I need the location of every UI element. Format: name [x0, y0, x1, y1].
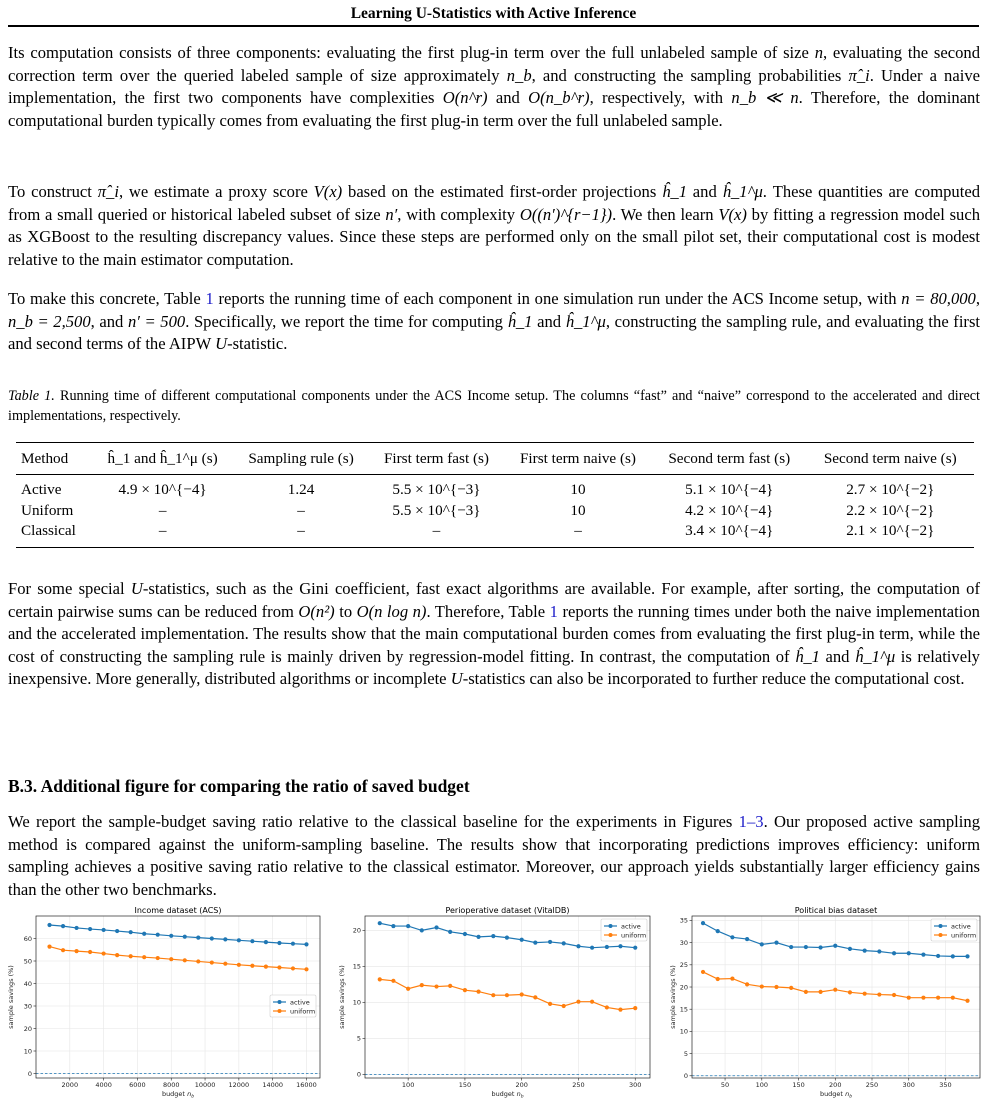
- y-tick-label: 5: [683, 1049, 688, 1058]
- table-row: [16, 521, 974, 547]
- data-point-active: [892, 951, 896, 955]
- data-point-uniform: [88, 950, 92, 954]
- data-point-uniform: [420, 983, 424, 987]
- data-point-uniform: [237, 963, 241, 967]
- data-point-uniform: [129, 954, 133, 958]
- y-tick-label: 0: [27, 1069, 32, 1078]
- table-header-cell: Second term fast (s): [668, 450, 791, 467]
- x-tick-label: 14000: [262, 1081, 284, 1089]
- data-point-active: [304, 942, 308, 946]
- data-point-active: [951, 954, 955, 958]
- data-point-active: [169, 934, 173, 938]
- legend-swatch-marker: [278, 1009, 282, 1013]
- data-point-uniform: [590, 1000, 594, 1004]
- y-tick-label: 20: [23, 1024, 32, 1033]
- data-point-active: [129, 930, 133, 934]
- data-point-active: [877, 949, 881, 953]
- data-point-active: [391, 924, 395, 928]
- data-point-uniform: [951, 996, 955, 1000]
- y-tick-label: 0: [356, 1070, 361, 1079]
- data-point-uniform: [605, 1005, 609, 1009]
- data-point-uniform: [774, 985, 778, 989]
- math-u: U: [450, 669, 463, 689]
- math-nb-ll-n: n_b ≪ n: [731, 88, 799, 108]
- x-tick-label: 300: [902, 1081, 915, 1089]
- x-tick-label: 4000: [95, 1081, 112, 1089]
- data-point-uniform: [74, 949, 78, 953]
- data-point-active: [618, 944, 622, 948]
- legend-label-active: active: [951, 922, 971, 931]
- data-point-active: [74, 926, 78, 930]
- data-point-active: [730, 935, 734, 939]
- data-point-active: [463, 932, 467, 936]
- data-point-active: [237, 938, 241, 942]
- math-pi-hat: π̂_i: [97, 182, 119, 201]
- x-tick-label: 6000: [129, 1081, 146, 1089]
- math-v-x: V(x): [718, 204, 747, 224]
- data-point-uniform: [548, 1002, 552, 1006]
- math-h1-hat: ĥ_1: [662, 182, 687, 201]
- math-complexity-n: O(n^r): [442, 88, 488, 108]
- x-tick-label: 300: [629, 1081, 642, 1089]
- data-point-active: [505, 936, 509, 940]
- x-tick-label: 350: [939, 1081, 952, 1089]
- data-point-active: [61, 924, 65, 928]
- x-tick-label: 12000: [228, 1081, 250, 1089]
- y-tick-label: 60: [23, 934, 32, 943]
- math-complexity-n2: O(n²): [298, 601, 335, 621]
- x-tick-label: 250: [572, 1081, 585, 1089]
- data-point-uniform: [142, 955, 146, 959]
- chart-income-svg: [6, 906, 324, 1104]
- math-v-x: V(x): [313, 182, 343, 201]
- data-point-active: [115, 929, 119, 933]
- data-point-uniform: [476, 990, 480, 994]
- math-n-value: n = 80,000: [901, 289, 976, 308]
- data-point-uniform: [936, 996, 940, 1000]
- table-cell: Uniform: [21, 501, 74, 519]
- data-point-uniform: [730, 976, 734, 980]
- data-point-active: [47, 923, 51, 927]
- y-axis-label: sample savings (%): [669, 965, 677, 1029]
- data-point-uniform: [907, 996, 911, 1000]
- math-h1-hat: ĥ_1: [795, 646, 820, 666]
- paragraph-saving-ratio: We report the sample-budget saving ratio relative to the classical baseline for the experiments in Figures 1–3. Our proposed active sampling method is compared against the uniform-sampling baseline. The results show that incorporating predictions improves efficiency: uniform sampling achieves a positive saving ratio relative to the classical estimator. Moreover, our approach yields substantially larger efficiency gains than the other two benchmarks.: [8, 812, 980, 899]
- table-header-cell: First term naive (s): [519, 450, 636, 467]
- y-tick-label: 25: [679, 961, 688, 970]
- data-point-uniform: [877, 992, 881, 996]
- y-tick-label: 30: [23, 1002, 32, 1011]
- table-row: [16, 475, 974, 501]
- data-point-active: [562, 941, 566, 945]
- table-cell: 10: [570, 481, 586, 498]
- data-point-active: [88, 927, 92, 931]
- math-complexity-nlogn: O(n log n): [356, 601, 427, 621]
- table-cell: –: [158, 522, 167, 539]
- data-point-uniform: [47, 945, 51, 949]
- x-tick-label: 8000: [162, 1081, 180, 1089]
- y-tick-label: 20: [352, 926, 361, 935]
- data-point-uniform: [183, 958, 187, 962]
- series-line-active: [380, 923, 635, 947]
- x-tick-label: 150: [458, 1081, 472, 1089]
- data-point-active: [277, 941, 281, 945]
- data-point-uniform: [701, 970, 705, 974]
- y-tick-label: 20: [679, 983, 688, 992]
- math-h1-mu-hat: ĥ_1^μ: [565, 311, 606, 331]
- y-tick-label: 10: [23, 1047, 32, 1056]
- data-point-uniform: [434, 984, 438, 988]
- data-point-uniform: [463, 988, 467, 992]
- table-row: [16, 501, 974, 522]
- table-cell: –: [297, 501, 305, 519]
- data-point-active: [378, 921, 382, 925]
- y-tick-label: 50: [23, 957, 32, 966]
- x-tick-label: 100: [755, 1081, 769, 1089]
- data-point-uniform: [391, 979, 395, 983]
- data-point-uniform: [921, 996, 925, 1000]
- running-header: Learning U-Statistics with Active Inference: [350, 5, 637, 22]
- table-cell: –: [297, 522, 305, 539]
- math-n-prime-value: n′ = 500: [127, 311, 186, 331]
- data-point-active: [863, 949, 867, 953]
- data-point-active: [590, 946, 594, 950]
- paragraph-computation-components: Its computation consists of three components: evaluating the first plug-in term over the full unlabeled sample of size n, evaluating the second correction term over the queried labeled sample of size approximately n_b, and constructing the sampling probabilities π̂_i. Under a naive implementation, the first two components have complexities O(n^r) and O(n_b^r), respectively, with n_b ≪ n. Therefore, the dominant computational burden typically comes from evaluating the first plug-in term over the full unlabeled sample.: [8, 43, 980, 130]
- x-tick-label: 150: [792, 1081, 805, 1089]
- legend-label-uniform: uniform: [290, 1007, 316, 1016]
- data-point-active: [434, 925, 438, 929]
- table-cell: 10: [570, 501, 586, 519]
- table-cell: 3.4 × 10^{−4}: [685, 522, 774, 539]
- data-point-uniform: [818, 990, 822, 994]
- data-point-active: [818, 945, 822, 949]
- table-caption: [8, 387, 980, 426]
- data-point-uniform: [520, 992, 524, 996]
- table-cell: 5.1 × 10^{−4}: [685, 481, 774, 498]
- data-point-active: [936, 954, 940, 958]
- data-point-active: [420, 928, 424, 932]
- table-header-cell: First term fast (s): [383, 450, 489, 467]
- data-point-uniform: [448, 984, 452, 988]
- paragraph-proxy-score: To construct π̂_i, we estimate a proxy score V(x) based on the estimated first-order projections ĥ_1 and ĥ_1^μ. These quantities are computed from a small queried or historical labeled subset of size n′, with complexity O((n′)^{r−1}). We then learn V(x) by fitting a regression model such as XGBoost to the resulting discrepancy values. Since these steps are performed only on the small pilot set, their computational cost is modest relative to the main estimator computation.: [8, 182, 980, 269]
- data-point-active: [250, 939, 254, 943]
- data-point-uniform: [848, 990, 852, 994]
- data-point-uniform: [716, 977, 720, 981]
- math-complexity-n-prime: O((n′)^{r−1}): [519, 204, 613, 224]
- series-line-uniform: [50, 947, 307, 970]
- math-pi-hat: π̂_i: [848, 65, 870, 85]
- data-point-active: [102, 928, 106, 932]
- data-point-active: [633, 946, 637, 950]
- y-tick-label: 15: [352, 962, 361, 971]
- math-u: U: [130, 579, 143, 598]
- y-tick-label: 10: [352, 998, 361, 1007]
- data-point-uniform: [833, 988, 837, 992]
- math-h1-mu-hat: ĥ_1^μ: [854, 646, 896, 666]
- data-point-uniform: [633, 1006, 637, 1010]
- data-point-active: [605, 945, 609, 949]
- data-point-active: [196, 936, 200, 940]
- table-cell: 4.9 × 10^{−4}: [118, 481, 207, 498]
- x-axis-label: budget $n_b$: [819, 1090, 853, 1100]
- legend-swatch-marker: [609, 933, 613, 937]
- data-point-active: [183, 935, 187, 939]
- data-point-active: [760, 942, 764, 946]
- table-header-cell: ĥ_1 and ĥ_1^μ (s): [107, 450, 218, 467]
- data-point-uniform: [562, 1004, 566, 1008]
- data-point-uniform: [61, 948, 65, 952]
- table-cell: 2.1 × 10^{−2}: [846, 522, 935, 539]
- y-tick-label: 30: [679, 938, 688, 947]
- data-point-uniform: [863, 992, 867, 996]
- table-cell: Classical: [21, 522, 76, 539]
- data-point-uniform: [223, 962, 227, 966]
- legend-swatch-marker: [939, 933, 943, 937]
- y-tick-label: 35: [679, 916, 688, 925]
- data-point-uniform: [378, 977, 382, 981]
- table-caption-label: Table 1.: [8, 388, 55, 404]
- x-tick-label: 16000: [296, 1081, 317, 1089]
- math-h1-mu-hat: ĥ_1^μ: [722, 182, 763, 201]
- x-tick-label: 10000: [194, 1081, 216, 1089]
- data-point-uniform: [505, 993, 509, 997]
- x-axis-label: budget $n_b$: [491, 1090, 524, 1100]
- data-point-uniform: [804, 990, 808, 994]
- data-point-uniform: [533, 995, 537, 999]
- data-point-uniform: [196, 959, 200, 963]
- table-cell: –: [432, 522, 441, 539]
- data-point-active: [264, 940, 268, 944]
- data-point-active: [745, 937, 749, 941]
- math-h1-hat: ĥ_1: [507, 311, 533, 331]
- data-point-uniform: [745, 982, 749, 986]
- data-point-uniform: [277, 965, 281, 969]
- data-point-active: [965, 954, 969, 958]
- data-point-active: [848, 947, 852, 951]
- legend-label-uniform: uniform: [621, 931, 647, 940]
- data-point-active: [520, 938, 524, 942]
- data-point-uniform: [156, 956, 160, 960]
- table-header-cell: Second term naive (s): [823, 450, 957, 467]
- math-complexity-nb: O(n_b^r): [528, 88, 590, 108]
- running-time-table: [16, 442, 974, 548]
- table-header-row: [16, 443, 974, 475]
- table-header-cell: Sampling rule (s): [248, 450, 354, 467]
- data-point-active: [774, 941, 778, 945]
- table-reference-link[interactable]: 1: [205, 289, 214, 308]
- figure-perioperative-chart: [337, 906, 655, 1104]
- data-point-active: [833, 944, 837, 948]
- data-point-active: [406, 924, 410, 928]
- data-point-active: [156, 933, 160, 937]
- legend-label-active: active: [621, 922, 641, 931]
- data-point-active: [476, 935, 480, 939]
- y-tick-label: 10: [679, 1027, 688, 1036]
- data-point-active: [716, 929, 720, 933]
- data-point-active: [789, 945, 793, 949]
- math-u: U: [215, 334, 228, 354]
- data-point-uniform: [102, 951, 106, 955]
- data-point-active: [142, 932, 146, 936]
- data-point-active: [701, 921, 705, 925]
- figure-political-bias-chart: [668, 906, 986, 1104]
- data-point-active: [448, 930, 452, 934]
- legend-swatch-marker: [939, 924, 943, 928]
- table-cell: –: [574, 522, 582, 539]
- x-tick-label: 200: [829, 1081, 842, 1089]
- table-cell: 2.7 × 10^{−2}: [846, 481, 935, 498]
- data-point-uniform: [264, 965, 268, 969]
- data-point-uniform: [210, 960, 214, 964]
- data-point-active: [548, 940, 552, 944]
- legend-swatch-marker: [278, 1000, 282, 1004]
- data-point-uniform: [406, 987, 410, 991]
- data-point-uniform: [291, 966, 295, 970]
- data-point-uniform: [789, 986, 793, 990]
- data-point-active: [223, 937, 227, 941]
- data-point-active: [804, 945, 808, 949]
- chart-title: Perioperative dataset (VitalDB): [445, 906, 570, 915]
- legend-swatch-marker: [609, 924, 613, 928]
- data-point-uniform: [618, 1008, 622, 1012]
- table-cell: –: [158, 501, 167, 519]
- figure-reference-link[interactable]: 1–3: [738, 812, 764, 831]
- data-point-active: [491, 934, 495, 938]
- x-tick-label: 100: [401, 1081, 415, 1089]
- y-tick-label: 0: [683, 1072, 688, 1081]
- x-tick-label: 250: [865, 1081, 879, 1089]
- x-axis-label: budget $n_b$: [161, 1090, 195, 1100]
- header-rule: [8, 25, 979, 27]
- math-n: n: [814, 43, 823, 62]
- y-tick-label: 40: [23, 979, 32, 988]
- y-tick-label: 15: [679, 1005, 688, 1014]
- data-point-uniform: [169, 957, 173, 961]
- data-point-uniform: [491, 993, 495, 997]
- table-cell: Active: [21, 481, 62, 498]
- data-point-uniform: [304, 967, 308, 971]
- table-cell: 5.5 × 10^{−3}: [392, 481, 481, 498]
- math-nb-value: n_b = 2,500: [8, 311, 91, 331]
- y-axis-label: sample savings (%): [7, 965, 15, 1029]
- math-n-prime: n′: [385, 204, 398, 224]
- data-point-active: [907, 951, 911, 955]
- legend-label-active: active: [290, 998, 310, 1007]
- data-point-active: [533, 941, 537, 945]
- data-point-active: [291, 942, 295, 946]
- x-tick-label: 200: [515, 1081, 528, 1089]
- x-tick-label: 50: [720, 1081, 730, 1089]
- table-cell: 4.2 × 10^{−4}: [685, 501, 774, 519]
- paragraph-running-time: To make this concrete, Table 1 reports the running time of each component in one simulation run under the ACS Income setup, with n = 80,000, n_b = 2,500, and n′ = 500. Specifically, we report the time for computing ĥ_1 and ĥ_1^μ, constructing the sampling rule, and evaluating the first and second terms of the AIPW U-statistic.: [8, 289, 981, 354]
- table-cell: 2.2 × 10^{−2}: [846, 501, 935, 519]
- series-line-active: [50, 925, 307, 944]
- data-point-uniform: [576, 1000, 580, 1004]
- data-point-active: [576, 944, 580, 948]
- y-tick-label: 5: [356, 1034, 361, 1043]
- chart-political-bias-svg: [668, 906, 986, 1104]
- figure-income-chart: [6, 906, 324, 1104]
- data-point-active: [210, 936, 214, 940]
- paragraph-fast-algorithms: For some special U-statistics, such as the Gini coefficient, fast exact algorithms are available. For example, after sorting, the computation of certain pairwise sums can be reduced from O(n²) to O(n log n). Therefore, Table 1 reports the running times under both the naive implementation and the accelerated implementation. The results show that the main computational burden comes from evaluating the first plug-in term, while the cost of constructing the sampling rule is mainly driven by regression-model fitting. In contrast, the computation of ĥ_1 and ĥ_1^μ is relatively inexpensive. More generally, distributed algorithms or incomplete U-statistics can also be incorporated to further reduce the computational cost.: [8, 579, 980, 689]
- data-point-active: [921, 953, 925, 957]
- legend-label-uniform: uniform: [951, 931, 977, 940]
- table-reference-link[interactable]: 1: [549, 601, 558, 621]
- table-cell: 1.24: [287, 481, 315, 498]
- section-heading: B.3. Additional figure for comparing the ratio of saved budget: [8, 776, 470, 796]
- data-point-uniform: [115, 953, 119, 957]
- chart-title: Political bias dataset: [794, 906, 878, 915]
- chart-title: Income dataset (ACS): [134, 906, 222, 915]
- y-axis-label: sample savings (%): [338, 965, 346, 1029]
- data-point-uniform: [250, 964, 254, 968]
- table-cell: 5.5 × 10^{−3}: [392, 501, 481, 519]
- table-header-cell: Method: [21, 450, 69, 467]
- data-point-uniform: [892, 993, 896, 997]
- x-tick-label: 2000: [61, 1081, 79, 1089]
- math-nb: n_b: [506, 65, 532, 85]
- data-point-uniform: [965, 999, 969, 1003]
- table-caption-text: Running time of different computational components under the ACS Income setup. The columns “fast” and “naive” correspond to the accelerated and direct implementations, respectively.: [8, 388, 980, 424]
- data-point-uniform: [760, 984, 764, 988]
- chart-perioperative-svg: [337, 906, 655, 1104]
